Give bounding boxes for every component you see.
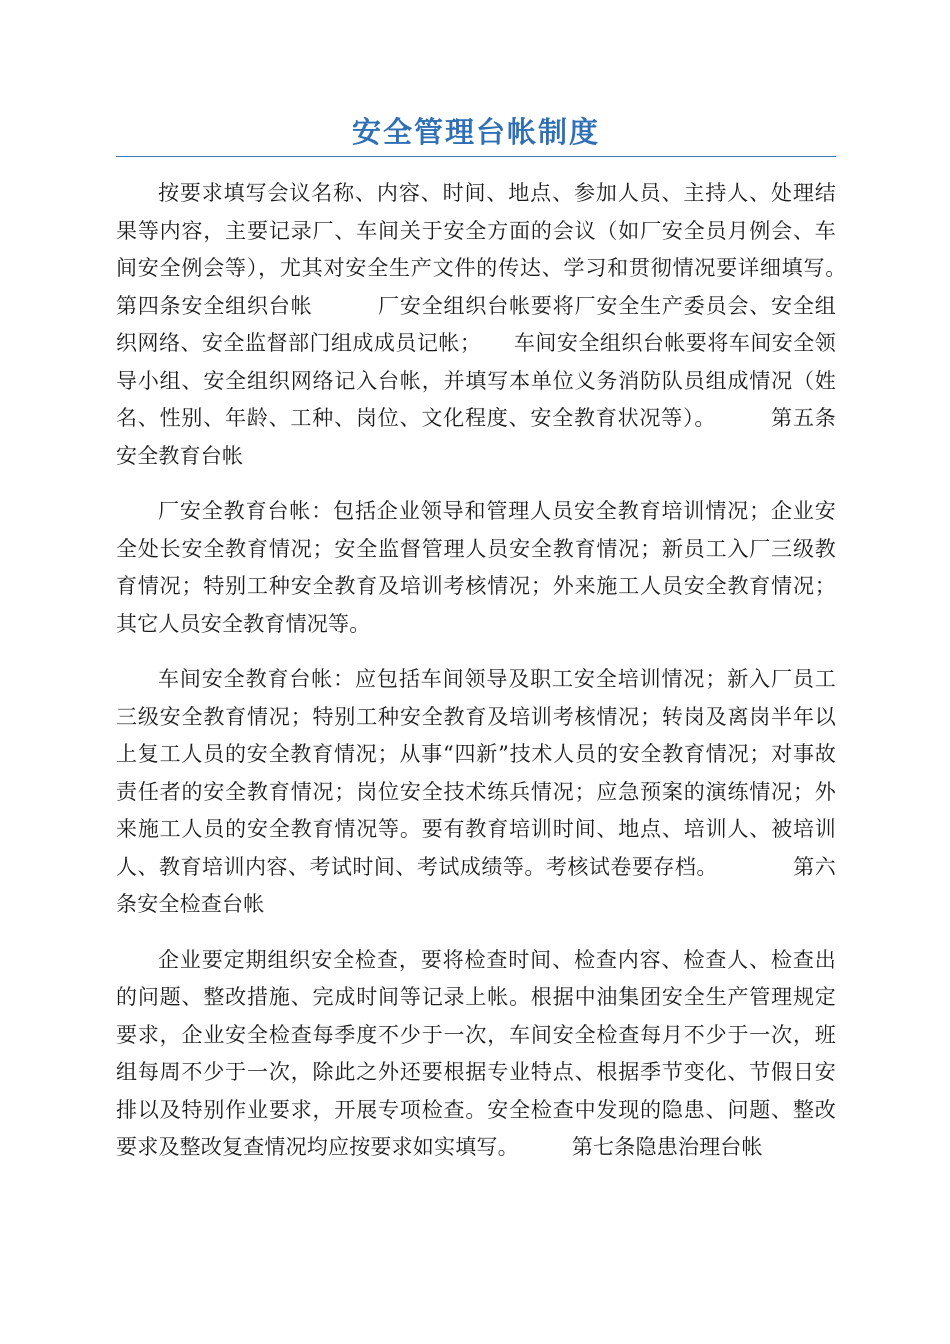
title-divider — [116, 156, 836, 157]
paragraph-meeting-records: 按要求填写会议名称、内容、时间、地点、参加人员、主持人、处理结果等内容，主要记录厂、车间关于安全方面的会议（如厂安全员月例会、车间安全例会等），尤其对安全生产文件的传达、学习和贯彻情况要详细填写。 第四条安全组织台帐 厂安全组织台帐要将厂安全生产委员会、安全组织网络、安全监督部门组成成员记帐； 车间安全组织台帐要将车间安全领导小组、安全组织网络记入台帐，并填写本单位义务消防队员组成情况（姓名、性别、年龄、工种、岗位、文化程度、安全教育状况等）。 第五条安全教育台帐 — [116, 181, 900, 468]
document-title: 安全管理台帐制度 — [351, 115, 600, 149]
paragraph-safety-inspection: 企业要定期组织安全检查，要将检查时间、检查内容、检查人、检查出的问题、整改措施、完成时间等记录上帐。根据中油集团安全生产管理规定要求，企业安全检查每季度不少于一次，车间安全检查每月不少于一次，班组每周不少于一次，除此之外还要根据专业特点、根据季节变化、节假日安排以及特别作业要求，开展专项检查。安全检查中发现的隐患、问题、整改要求及整改复查情况均应按要求如实填写。 第七条隐患治理台帐 — [116, 947, 836, 1159]
document-page — [116, 112, 900, 1185]
paragraph-factory-education: 厂安全教育台帐：包括企业领导和管理人员安全教育培训情况；企业安全处长安全教育情况；安全监督管理人员安全教育情况；新员工入厂三级教育情况；特别工种安全教育及培训考核情况；外来施工人员安全教育情况；其它人员安全教育情况等。 — [116, 499, 836, 636]
paragraph-workshop-education: 车间安全教育台帐：应包括车间领导及职工安全培训情况；新入厂员工三级安全教育情况；特别工种安全教育及培训考核情况；转岗及离岗半年以上复工人员的安全教育情况；从事“四新”技术人员的安全教育情况；对事故责任者的安全教育情况；岗位安全技术练兵情况；应急预案的演练情况；外来施工人员的安全教育情况等。要有教育培训时间、地点、培训人、被培训人、教育培训内容、考试时间、考试成绩等。考核试卷要存档。 第六条安全检查台帐 — [116, 667, 836, 916]
